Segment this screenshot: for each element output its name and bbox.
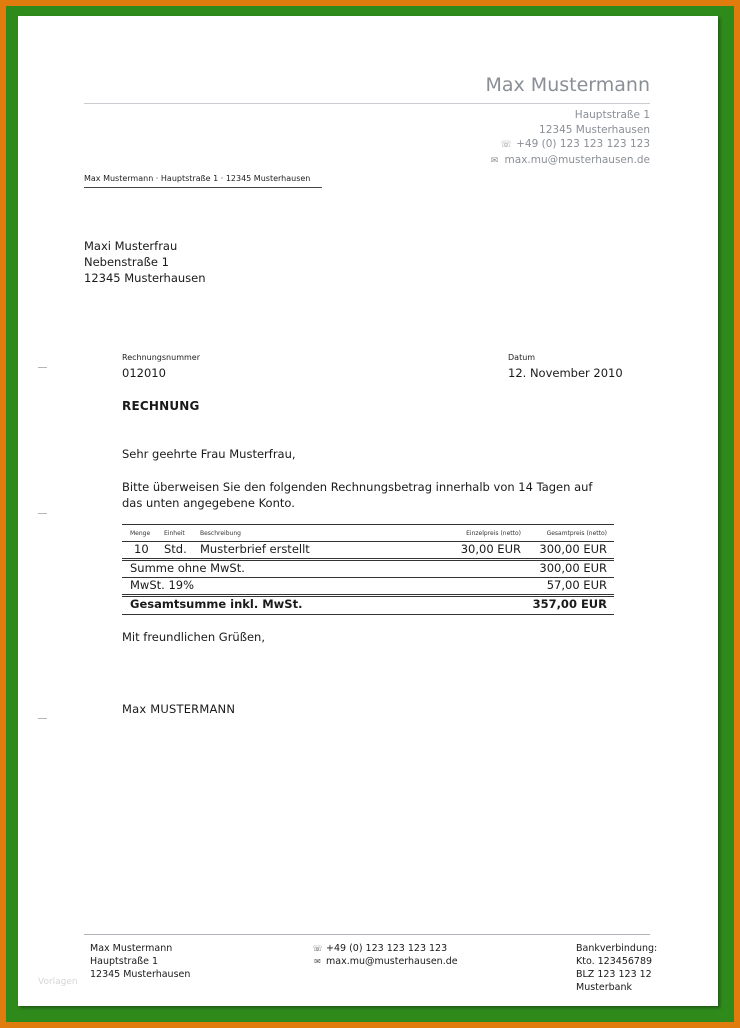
fold-mark (38, 718, 47, 719)
sender-name-heading: Max Mustermann (485, 74, 650, 96)
sender-email-line (489, 153, 650, 169)
body-paragraph: Bitte überweisen Sie den folgenden Rechnungsbetrag innerhalb von 14 Tagen auf das unten angegebene Konto. (122, 480, 593, 510)
sender-phone-line (489, 137, 650, 153)
invoice-date: 12. November 2010 (508, 366, 623, 380)
item-description: Musterbrief erstellt (200, 542, 310, 556)
header-description: Beschreibung (200, 530, 241, 537)
fold-mark (38, 513, 47, 514)
footer-contact (312, 942, 458, 968)
subtotal-value: 300,00 EUR (539, 561, 607, 575)
footer-address (90, 942, 190, 981)
sender-city: 12345 Musterhausen (539, 123, 650, 136)
greeting: Sehr geehrte Frau Musterfrau, (122, 447, 296, 461)
fold-mark (38, 367, 47, 368)
footer-email: max.mu@musterhausen.de (326, 956, 458, 967)
table-top-rule (122, 524, 614, 525)
phone-icon: ☏ (500, 140, 512, 150)
invoice-number: 012010 (122, 366, 166, 380)
watermark: Vorlagen (38, 977, 78, 987)
footer-city: 12345 Musterhausen (90, 969, 191, 980)
recipient-address (84, 238, 206, 286)
total-value: 357,00 EUR (532, 597, 607, 611)
back-address-underline (84, 187, 322, 188)
back-address: Max Mustermann · Hauptstraße 1 · 12345 Musterhausen (84, 174, 311, 183)
table-bottom-rule (122, 614, 614, 615)
document-page (18, 16, 718, 1006)
subtotal-label: Summe ohne MwSt. (130, 561, 245, 575)
phone-icon: ☏ (312, 944, 323, 953)
recipient-city: 12345 Musterhausen (84, 271, 206, 285)
header-total-price: Gesamtpreis (netto) (546, 530, 607, 537)
document-title: RECHNUNG (122, 399, 200, 413)
footer-divider (84, 934, 650, 935)
footer-bank-name: Musterbank (576, 982, 633, 993)
sender-street: Hauptstraße 1 (574, 109, 650, 121)
footer-street: Hauptstraße 1 (90, 956, 159, 967)
vat-value: 57,00 EUR (546, 578, 607, 592)
header-divider (84, 103, 650, 104)
envelope-icon: ✉ (314, 957, 321, 966)
closing: Mit freundlichen Grüßen, (122, 630, 265, 644)
footer-account: Kto. 123456789 (576, 956, 653, 967)
total-label: Gesamtsumme inkl. MwSt. (130, 597, 303, 611)
footer-phone: +49 (0) 123 123 123 123 (326, 943, 448, 954)
header-unit: Einheit (164, 530, 185, 537)
sender-email: max.mu@musterhausen.de (504, 153, 650, 166)
footer-bank-label: Bankverbindung: (576, 943, 658, 954)
vat-rule (122, 594, 614, 595)
signature-name: Max MUSTERMANN (122, 702, 236, 716)
envelope-icon: ✉ (490, 155, 499, 166)
invoice-number-label: Rechnungsnummer (122, 353, 200, 362)
item-qty: 10 (134, 542, 149, 556)
footer-name: Max Mustermann (90, 943, 173, 954)
item-total-price: 300,00 EUR (539, 542, 607, 556)
footer-blz: BLZ 123 123 12 (576, 969, 652, 980)
vat-label: MwSt. 19% (130, 578, 195, 592)
items-rule (122, 558, 614, 559)
footer-phone-line (312, 942, 458, 955)
sender-phone: +49 (0) 123 123 123 123 (516, 138, 650, 150)
subtotal-rule (122, 577, 614, 578)
footer-bank (576, 942, 657, 994)
item-unit-price: 30,00 EUR (460, 542, 521, 556)
recipient-street: Nebenstraße 1 (84, 255, 169, 269)
recipient-name: Maxi Musterfrau (84, 239, 178, 253)
item-unit: Std. (164, 542, 187, 556)
sender-address-block (489, 108, 650, 168)
header-qty: Menge (130, 530, 151, 537)
footer-email-line (312, 955, 458, 968)
date-label: Datum (508, 353, 536, 362)
header-unit-price: Einzelpreis (netto) (466, 530, 521, 537)
